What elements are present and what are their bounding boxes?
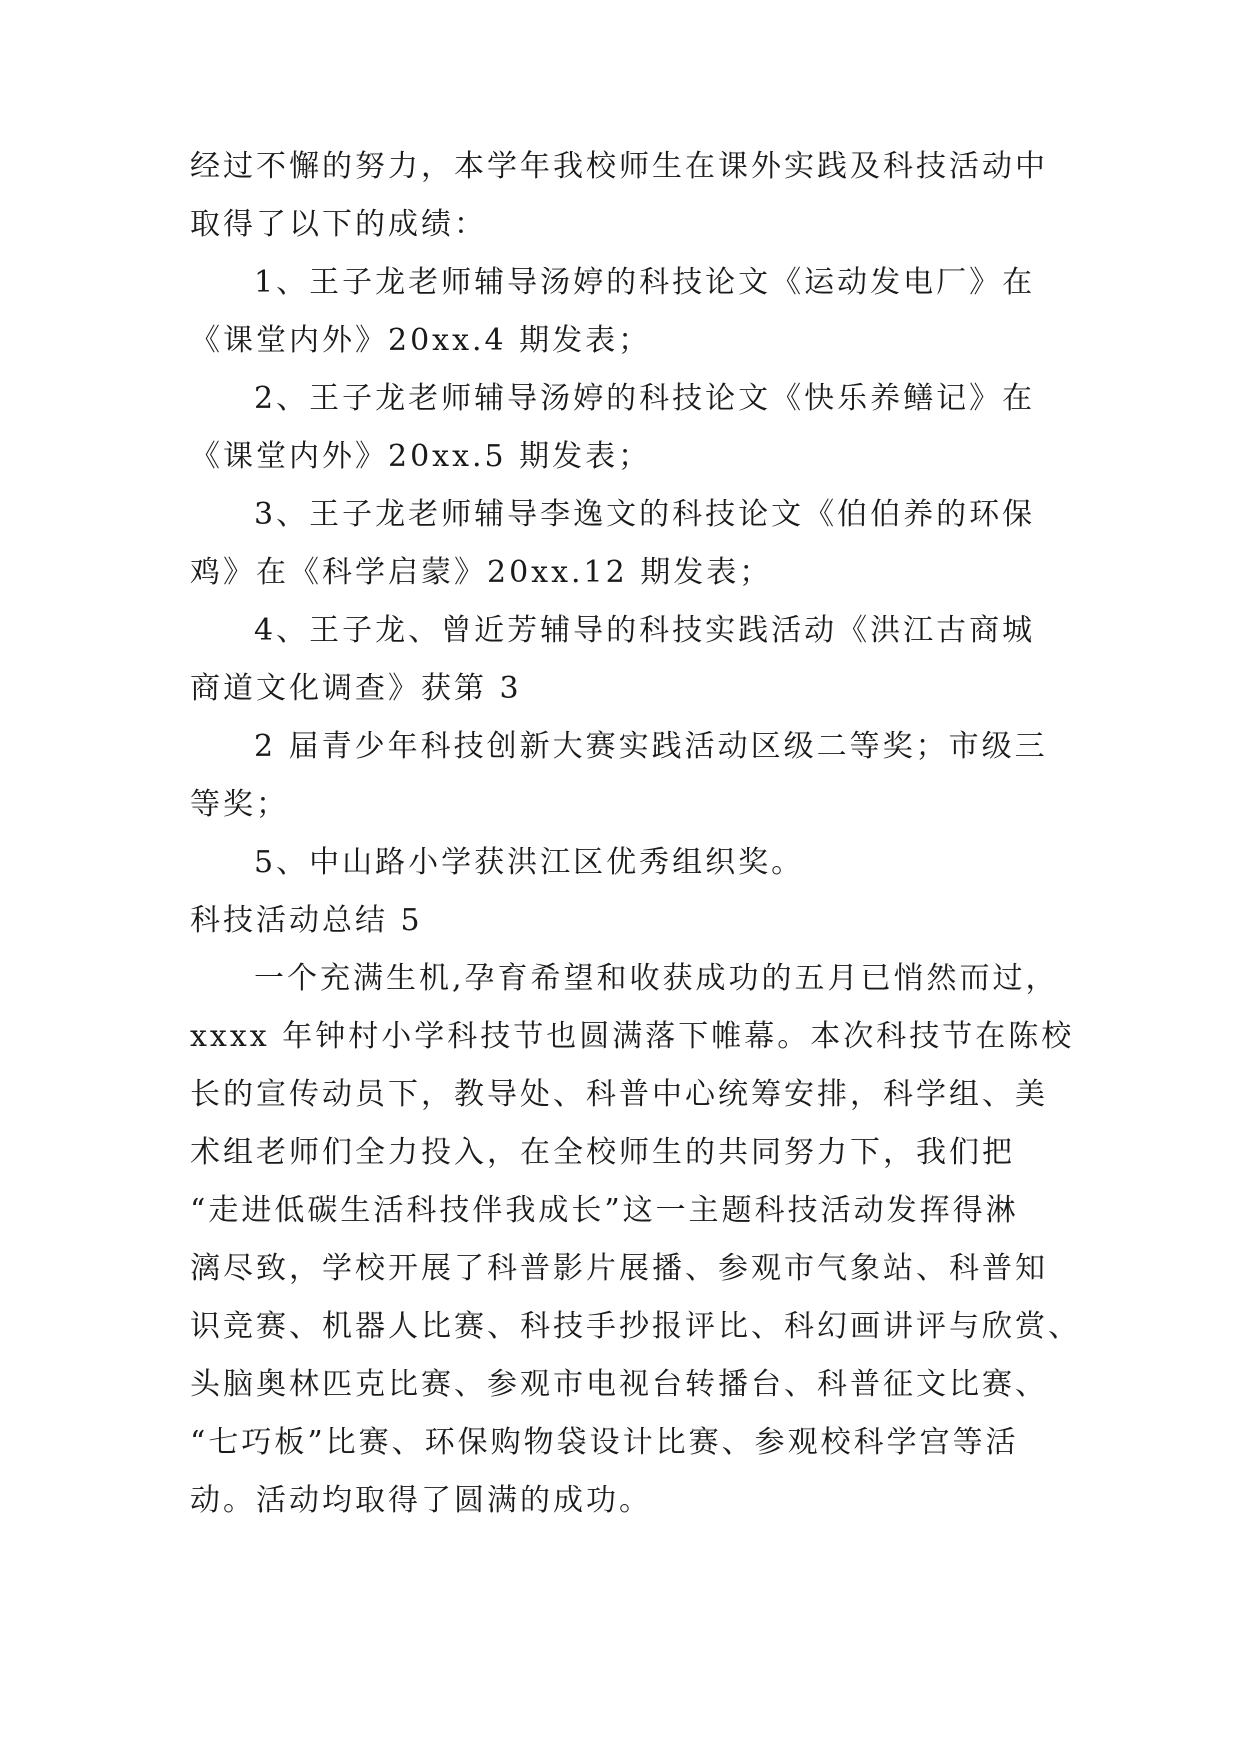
text-line: 一个充满生机,孕育希望和收获成功的五月已悄然而过，: [254, 961, 1059, 996]
text-line: 1、王子龙老师辅导汤婷的科技论文《运动发电厂》在: [254, 265, 1036, 300]
heading-text: 科技活动总结 5: [190, 903, 423, 938]
text-line: 2 届青少年科技创新大赛实践活动区级二等奖；市级三: [254, 729, 1048, 764]
achievement-item-1: [190, 254, 1050, 370]
achievement-item-3: [190, 486, 1050, 602]
section-heading: [190, 892, 1050, 950]
text-line: 商道文化调查》获第 3: [190, 671, 522, 706]
text-line: xxxx 年钟村小学科技节也圆满落下帷幕。本次科技节在陈校: [190, 1019, 1075, 1054]
text-line: 识竞赛、机器人比赛、科技手抄报评比、科幻画讲评与欣赏、: [190, 1309, 1081, 1344]
text-line: 动。活动均取得了圆满的成功。: [190, 1483, 652, 1518]
achievement-item-4: [190, 602, 1050, 834]
text-line: 4、王子龙、曾近芳辅导的科技实践活动《洪江古商城: [254, 613, 1036, 648]
text-line: “走进低碳生活科技伴我成长”这一主题科技活动发挥得淋: [190, 1193, 1019, 1228]
text-line: 2、王子龙老师辅导汤婷的科技论文《快乐养鳝记》在: [254, 381, 1036, 416]
text-line: 头脑奥林匹克比赛、参观市电视台转播台、科普征文比赛、: [190, 1367, 1048, 1402]
text-line: 术组老师们全力投入，在全校师生的共同努力下，我们把: [190, 1135, 1015, 1170]
intro-paragraph: [190, 138, 1050, 254]
text-line: 《课堂内外》20xx.5 期发表；: [190, 439, 652, 474]
text-line: 等奖；: [190, 787, 289, 822]
text-line: 取得了以下的成绩：: [190, 207, 487, 242]
text-line: 5、中山路小学获洪江区优秀组织奖。: [254, 845, 805, 880]
text-line: 长的宣传动员下，教导处、科普中心统筹安排，科学组、美: [190, 1077, 1048, 1112]
text-line: 经过不懈的努力，本学年我校师生在课外实践及科技活动中: [190, 149, 1048, 184]
achievement-item-2: [190, 370, 1050, 486]
summary-paragraph: [190, 950, 1081, 1530]
text-line: 《课堂内外》20xx.4 期发表；: [190, 323, 652, 358]
text-line: “七巧板”比赛、环保购物袋设计比赛、参观校科学宫等活: [190, 1425, 1019, 1460]
text-line: 3、王子龙老师辅导李逸文的科技论文《伯伯养的环保: [254, 497, 1036, 532]
text-line: 漓尽致，学校开展了科普影片展播、参观市气象站、科普知: [190, 1251, 1048, 1286]
document-body: [190, 138, 1081, 1530]
text-line: 鸡》在《科学启蒙》20xx.12 期发表；: [190, 555, 773, 590]
achievement-item-5: [190, 834, 1050, 892]
